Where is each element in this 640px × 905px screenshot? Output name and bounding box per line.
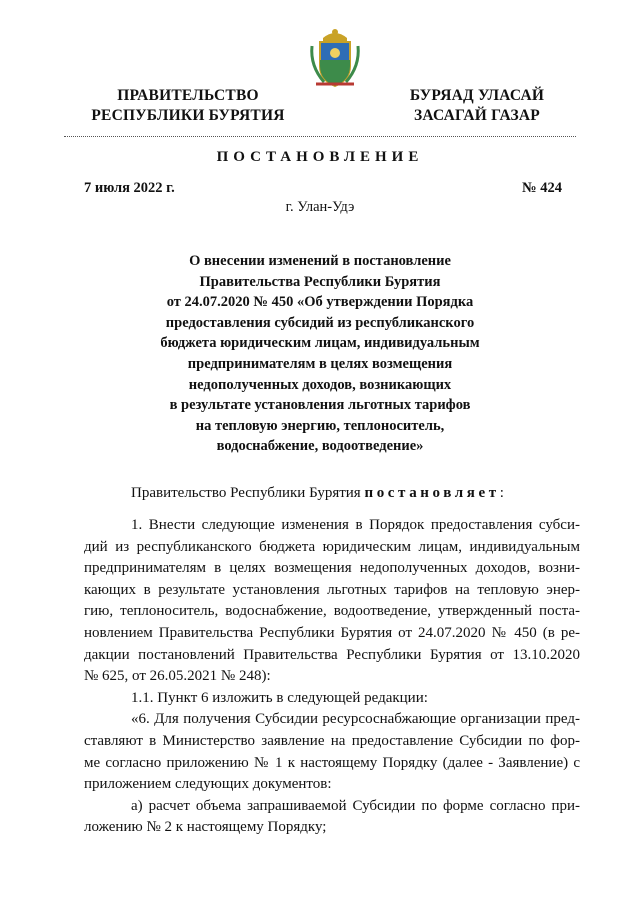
title-line: предпринимателям в целях возмещения: [187, 355, 453, 372]
body-line: 1. Внести следующие изменения в Порядок предоставления субси-: [131, 517, 580, 533]
document-city: г. Улан-Удэ: [285, 199, 355, 215]
header-left-line1: ПРАВИТЕЛЬСТВО: [117, 87, 259, 104]
header-left: [88, 86, 288, 126]
intro-paragraph: [131, 485, 504, 502]
body-line: а) расчет объема запрашиваемой Субсидии по форме согласно при-: [131, 797, 580, 814]
title-line: О внесении изменений в постановление: [189, 253, 451, 269]
title-line: Правительства Республики Бурятия: [199, 273, 441, 290]
document-body: [84, 515, 580, 839]
body-line: дакции постановлений Правительства Республики Бурятия от 13.10.2020: [84, 646, 580, 663]
intro-text: Правительство Республики Бурятия: [131, 485, 365, 501]
body-line: предпринимателям в целях возмещения недополученных доходов, возни-: [84, 560, 580, 577]
title-line: в результате установления льготных тарифов: [169, 397, 471, 414]
title-line: от 24.07.2020 № 450 «Об утверждении Порядка: [166, 294, 474, 311]
header-right-line2: ЗАСАГАЙ ГАЗАР: [414, 107, 540, 124]
title-line: на тепловую энергию, теплоноситель,: [195, 417, 445, 434]
body-line: приложением следующих документов:: [84, 776, 332, 793]
body-line: ме согласно приложению № 1 к настоящему Порядку (далее - Заявление) с: [84, 754, 580, 771]
intro-colon: :: [499, 485, 504, 501]
header-left-line2: РЕСПУБЛИКИ БУРЯТИЯ: [91, 107, 285, 124]
body-line: гию, теплоноситель, водоснабжение, водоотведение, утвержденный поста-: [84, 603, 580, 620]
coat-of-arms-emblem-icon: [306, 26, 364, 90]
body-line: дий из республиканского бюджета юридическим лицам, индивидуальным: [84, 538, 580, 555]
body-line: 1.1. Пункт 6 изложить в следующей редакции:: [131, 689, 428, 706]
title-line: водоснабжение, водоотведение»: [216, 438, 424, 455]
header-right: [392, 86, 562, 126]
document-number: № 424: [522, 180, 562, 196]
title-line: предоставления субсидий из республиканского: [165, 314, 475, 331]
document-date: 7 июля 2022 г.: [84, 180, 175, 196]
body-line: ставляют в Министерство заявление на предоставление Субсидии по фор-: [84, 732, 580, 749]
body-line: ложению № 2 к настоящему Порядку;: [84, 819, 327, 836]
document-title: [120, 251, 520, 457]
body-line: № 625, от 26.05.2021 № 248):: [84, 668, 271, 685]
body-line: новлением Правительства Республики Бурятия от 24.07.2020 № 450 (в ре-: [84, 624, 580, 641]
body-line: кающих в результате установления льготных тарифов на тепловую энер-: [84, 581, 580, 598]
body-line: «6. Для получения Субсидии ресурсоснабжающие организации пред-: [131, 711, 580, 728]
header-divider: [64, 136, 576, 137]
header-right-line1: БУРЯАД УЛАСАЙ: [409, 87, 545, 104]
title-line: бюджета юридическим лицам, индивидуальным: [160, 335, 480, 352]
intro-decree-word: постановляет: [364, 485, 500, 501]
document-type: ПОСТАНОВЛЕНИЕ: [216, 149, 424, 165]
title-line: недополученных доходов, возникающих: [188, 376, 452, 393]
